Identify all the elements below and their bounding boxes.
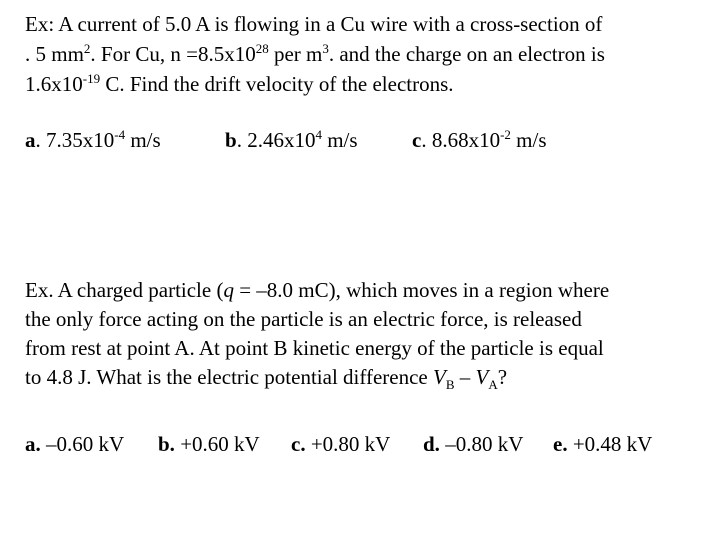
option-text: +0.80 kV [305, 432, 391, 456]
option-letter: a [25, 128, 36, 152]
problem2-line1-b: = –8.0 mC), which moves in a region where [233, 278, 610, 302]
option-text: +0.60 kV [174, 432, 260, 456]
problem2-option-a[interactable] [25, 432, 124, 457]
problem1-option-b[interactable] [225, 128, 358, 153]
option-exponent: -2 [500, 127, 511, 142]
problem1-option-a[interactable] [25, 128, 161, 153]
problem1-line2-d: . and the charge on an electron is [328, 42, 605, 66]
problem2-option-d[interactable] [423, 432, 523, 457]
problem2-line2-text: the only force acting on the particle is an electric force, is released [25, 307, 582, 331]
option-unit: m/s [125, 128, 161, 152]
problem2-line2 [25, 305, 582, 333]
option-letter: b [225, 128, 237, 152]
problem2-option-b[interactable] [158, 432, 260, 457]
problem2-line3 [25, 334, 604, 362]
option-letter: e. [553, 432, 568, 456]
option-text: –0.80 kV [439, 432, 524, 456]
option-letter: c. [291, 432, 306, 456]
option-unit: m/s [510, 128, 547, 152]
problem1-line3-b: C. Find the drift velocity of the electrons. [100, 72, 454, 96]
subscript-a: A [488, 377, 498, 392]
option-text: . 7.35x10 [35, 128, 115, 152]
problem1-line2-b: . For Cu, n =8.5x10 [90, 42, 256, 66]
problem2-line1 [25, 276, 609, 304]
minus-sign: – [454, 365, 476, 389]
problem1-line2-a: . 5 mm [25, 42, 84, 66]
problem2-line4 [25, 363, 507, 391]
option-text: –0.60 kV [40, 432, 125, 456]
problem1-line3-a: 1.6x10 [25, 72, 83, 96]
option-text: +0.48 kV [567, 432, 653, 456]
option-exponent: -4 [114, 127, 126, 142]
potential-symbol-a: V [475, 365, 489, 389]
option-letter: a. [25, 432, 41, 456]
charge-symbol: q [223, 278, 234, 302]
option-letter: d. [423, 432, 440, 456]
problem1-option-c[interactable] [412, 128, 547, 153]
problem1-line2 [25, 40, 605, 68]
problem1-line1-text: Ex: A current of 5.0 A is flowing in a Cu wire with a cross-section of [25, 12, 603, 36]
problem1-line2-sup2: 28 [255, 41, 269, 56]
problem2-line1-a: Ex. A charged particle ( [25, 278, 224, 302]
question-mark: ? [497, 365, 508, 389]
problem2-line3-text: from rest at point A. At point B kinetic energy of the particle is equal [25, 336, 604, 360]
problem1-line2-c: per m [268, 42, 323, 66]
option-letter: c [412, 128, 422, 152]
potential-symbol-b: V [433, 365, 446, 389]
option-letter: b. [158, 432, 175, 456]
subscript-b: B [445, 377, 455, 392]
problem2-option-c[interactable] [291, 432, 390, 457]
problem1-line3-sup: -19 [82, 71, 101, 86]
option-text: . 8.68x10 [421, 128, 501, 152]
problem1-line2-sup1: 2 [83, 41, 91, 56]
problem2-option-e[interactable] [553, 432, 652, 457]
problem1-line1 [25, 10, 602, 38]
problem1-line3 [25, 70, 454, 98]
option-unit: m/s [321, 128, 358, 152]
problem2-line4-a: to 4.8 J. What is the electric potential difference [25, 365, 433, 389]
problem1-line2-sup3: 3 [322, 41, 329, 56]
option-exponent: 4 [315, 127, 322, 142]
option-text: . 2.46x10 [236, 128, 316, 152]
